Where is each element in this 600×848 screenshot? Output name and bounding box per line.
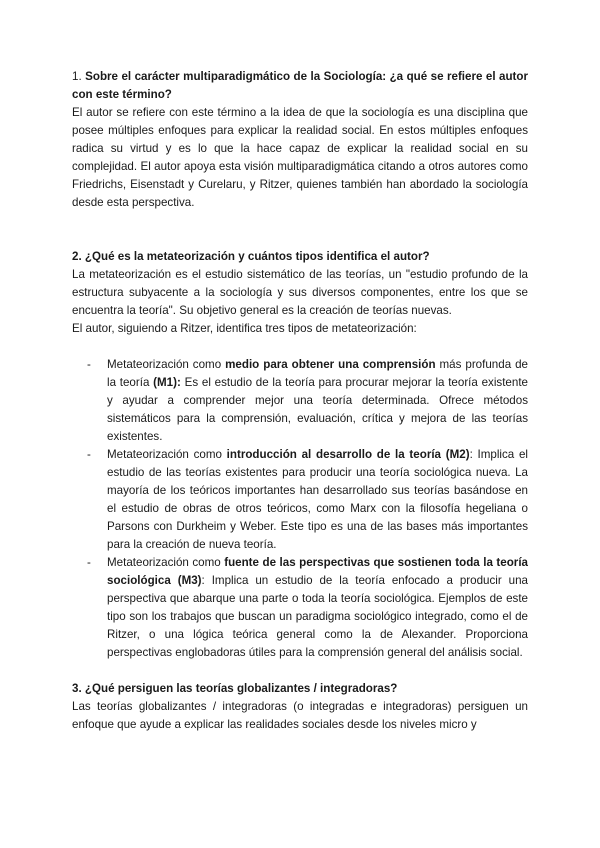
item-text: : Implica el estudio de las teorías existentes para producir una teoría sociológica nueva. La mayoría de los teóricos importantes han desarrollado sus teorías basándose en el estudio de obras de otros teóricos, como Marx con la filosofía hegeliana o Parsons con Durkheim y Weber. Este tipo es una de las bases más importantes para la creación de nueva teoría. — [107, 448, 528, 551]
question-1-text: Sobre el carácter multiparadigmático de la Sociología: ¿a qué se refiere el autor con este término? — [72, 70, 528, 101]
item-text: Metateorización como — [107, 556, 225, 569]
item-text: Metateorización como — [107, 448, 227, 461]
metatheorization-list — [72, 356, 528, 662]
item-text: Es el estudio de la teoría para procurar mejorar la teoría existente y ayudar a comprender mejor una teoría determinada. Ofrece métodos sistemáticos para la comprensión, evaluación, crítica y mejora de las teorías existentes. — [107, 376, 528, 443]
item-bold: fuente de las perspectivas que sostienen toda la teoría sociológica (M3) — [107, 556, 528, 587]
list-item-m2 — [72, 446, 528, 554]
list-item-m1 — [72, 356, 528, 446]
question-1-number: 1. — [72, 70, 82, 83]
item-text: más profunda de la teoría — [107, 358, 529, 389]
spacer — [72, 338, 528, 356]
answer-1: El autor se refiere con este término a la idea de que la sociología es una disciplina que posee múltiples enfoques para explicar la realidad social. En estos múltiples enfoques radica su virtud y es lo que la hace capaz de explicar la realidad social en su complejidad. El autor apoya esta visión multiparadigmática citando a otros autores como Friedrichs, Eisenstadt y Curelaru, y Ritzer, quienes también han abordado la sociología desde esta perspectiva. — [72, 106, 528, 209]
answer-2-intro: El autor, siguiendo a Ritzer, identifica tres tipos de metateorización: — [72, 322, 417, 335]
spacer — [72, 662, 528, 680]
list-dash: - — [87, 448, 91, 461]
item-text: Metateorización como — [107, 358, 226, 371]
item-text: : Implica un estudio de la teoría enfocado a producir una perspectiva que abarque una parte o toda la teoría sociológica. Ejemplos de este tipo son los trabajos que buscan un paradigma sociológico integrado, como el de Ritzer, o una lógica teórica general como la de Alexander. Proporciona perspectivas englobadoras útiles para la comprensión general del análisis social. — [107, 574, 528, 659]
question-2: 2. ¿Qué es la metateorización y cuántos tipos identifica el autor? — [72, 250, 430, 263]
list-dash: - — [87, 358, 91, 371]
question-3: 3. ¿Qué persiguen las teorías globalizantes / integradoras? — [72, 682, 398, 695]
item-bold: (M1): — [153, 376, 181, 389]
spacer — [72, 212, 528, 248]
document-content — [72, 68, 528, 734]
list-dash: - — [87, 556, 91, 569]
question-1 — [72, 68, 528, 104]
answer-2: La metateorización es el estudio sistemático de las teorías, un "estudio profundo de la estructura subyacente a la sociología y sus diversos componentes, entre los que se encuentra la teoría". Su objetivo general es la creación de teorías nuevas. — [72, 268, 528, 317]
item-bold: medio para obtener una comprensión — [225, 358, 436, 371]
answer-3: Las teorías globalizantes / integradoras (o integradas e integradoras) persiguen un enfoque que ayude a explicar las realidades sociales desde los niveles micro y — [72, 700, 528, 731]
list-item-m3 — [72, 554, 528, 662]
item-bold: introducción al desarrollo de la teoría (M2) — [226, 448, 470, 461]
